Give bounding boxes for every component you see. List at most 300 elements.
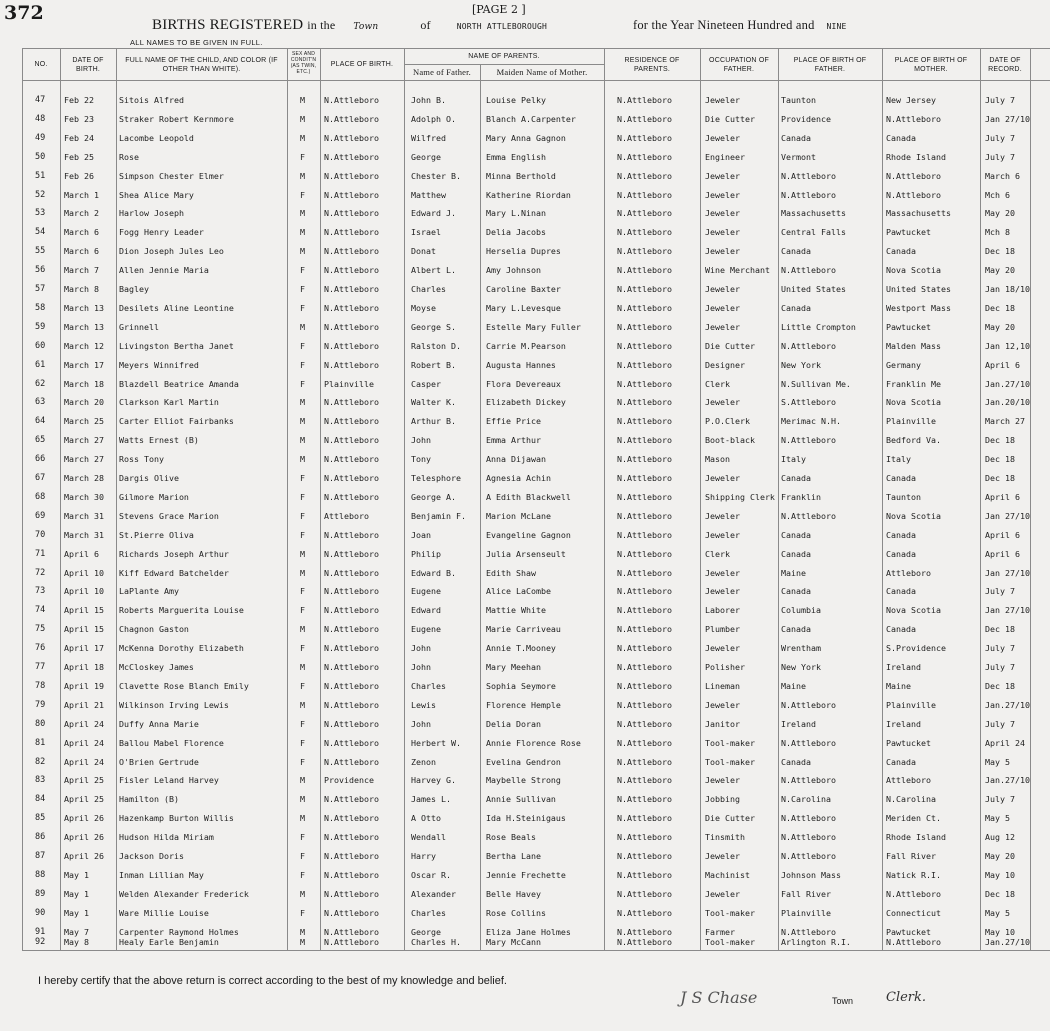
cell-date: April 19 (64, 680, 104, 691)
cell-father: George A. (411, 491, 456, 502)
cell-pob-father: Massachusetts (781, 208, 846, 219)
cell-mother: Agnesia Achin (486, 473, 551, 483)
cell-pob-mother: Plainville (886, 699, 936, 710)
cell-occupation: Jeweler (705, 851, 740, 861)
cell-occupation: Jeweler (705, 510, 740, 521)
cell-occupation: Jeweler (705, 586, 740, 597)
cell-record: Jan 27/10 (985, 605, 1030, 616)
header-date: DATE OF BIRTH. (72, 57, 104, 73)
cell-no: 59 (35, 321, 46, 332)
cell-place: N.Attleboro (324, 302, 379, 313)
cell-no: 48 (35, 113, 46, 124)
cell-occupation: Tool-maker (705, 936, 755, 947)
cell-place: N.Attleboro (324, 454, 379, 465)
cell-place: N.Attleboro (324, 926, 379, 937)
cell-place: N.Attleboro (324, 227, 379, 238)
cell-occupation: Jeweler (705, 529, 740, 540)
cell-sex: F (300, 756, 305, 767)
cell-no: 89 (35, 888, 46, 899)
cell-no: 87 (35, 851, 46, 861)
cell-pob-mother: Italy (886, 454, 911, 465)
cell-residence: N.Attleboro (617, 926, 672, 937)
cell-pob-father: Italy (781, 454, 806, 465)
cell-place: N.Attleboro (324, 473, 379, 483)
cell-date: March 31 (64, 529, 104, 540)
cell-pob-father: N.Attleboro (781, 737, 836, 748)
cell-father: Albert L. (411, 265, 456, 276)
cell-child-name: Allen Jennie Maria (119, 265, 209, 276)
cell-no: 47 (35, 95, 46, 105)
cell-record: April 6 (985, 548, 1020, 559)
cell-father: George S. (411, 321, 456, 332)
cell-no: 56 (35, 265, 46, 276)
cell-child-name: O'Brien Gertrude (119, 756, 199, 767)
cell-sex: F (300, 869, 305, 880)
cell-place: N.Attleboro (324, 95, 379, 105)
cell-mother: Mary Meehan (486, 662, 541, 672)
cell-no: 86 (35, 832, 46, 843)
cell-residence: N.Attleboro (617, 95, 672, 105)
cell-father: Edward B. (411, 567, 456, 578)
cell-record: Jan.20/10 (985, 397, 1030, 408)
table-row (0, 907, 1050, 926)
cell-child-name: Desilets Aline Leontine (119, 302, 234, 313)
cell-child-name: Livingston Bertha Janet (119, 340, 234, 351)
cell-record: Aug 12 (985, 832, 1015, 843)
cell-mother: Evangeline Gagnon (486, 529, 571, 540)
cell-date: March 31 (64, 510, 104, 521)
cell-date: May 1 (64, 888, 89, 899)
cell-pob-mother: Connecticut (886, 907, 941, 918)
cell-pob-mother: Canada (886, 586, 916, 597)
cell-no: 63 (35, 397, 46, 408)
cell-pob-father: N.Attleboro (781, 832, 836, 843)
cell-child-name: Grinnell (119, 321, 159, 332)
cell-no: 61 (35, 359, 46, 370)
cell-place: N.Attleboro (324, 832, 379, 843)
cell-pob-father: N.Attleboro (781, 189, 836, 200)
cell-pob-mother: Franklin Me (886, 378, 941, 389)
cell-child-name: Welden Alexander Frederick (119, 888, 249, 899)
cell-mother: Edith Shaw (486, 567, 536, 578)
cell-father: Eugene (411, 586, 441, 597)
header-sex: SEX AND CONDIT'N (AS TWIN, ETC.) (290, 51, 317, 75)
cell-sex: F (300, 510, 305, 521)
cell-pob-mother: Taunton (886, 491, 921, 502)
cell-no: 71 (35, 548, 46, 559)
cell-date: April 26 (64, 851, 104, 861)
cell-father: Lewis (411, 699, 436, 710)
cell-residence: N.Attleboro (617, 605, 672, 616)
cell-residence: N.Attleboro (617, 491, 672, 502)
cell-child-name: Ballou Mabel Florence (119, 737, 224, 748)
cell-pob-mother: Bedford Va. (886, 435, 941, 446)
cell-pob-mother: Pawtucket (886, 227, 931, 238)
cell-sex: M (300, 170, 305, 181)
cell-pob-father: Merimac N.H. (781, 416, 841, 427)
cell-no: 58 (35, 302, 46, 313)
cell-place: N.Attleboro (324, 643, 379, 654)
cell-record: April 6 (985, 529, 1020, 540)
cell-occupation: Polisher (705, 662, 745, 672)
cell-occupation: Mason (705, 454, 730, 465)
header-no: NO. (34, 61, 48, 68)
cell-occupation: Farmer (705, 926, 735, 937)
table-row (0, 94, 1050, 113)
cell-record: Dec 18 (985, 473, 1015, 483)
cell-child-name: Harlow Joseph (119, 208, 184, 219)
cell-mother: Delia Doran (486, 718, 541, 729)
table-row (0, 434, 1050, 453)
cell-date: May 7 (64, 926, 89, 937)
subtitle: ALL NAMES TO BE GIVEN IN FULL. (130, 38, 263, 47)
cell-pob-mother: United States (886, 284, 951, 294)
cell-date: April 10 (64, 586, 104, 597)
cell-occupation: P.O.Clerk (705, 416, 750, 427)
cell-residence: N.Attleboro (617, 699, 672, 710)
cell-pob-father: N.Attleboro (781, 775, 836, 786)
cell-date: April 15 (64, 624, 104, 635)
cell-sex: M (300, 936, 305, 947)
cell-date: March 20 (64, 397, 104, 408)
cell-mother: Sophia Seymore (486, 680, 556, 691)
cell-mother: A Edith Blackwell (486, 491, 571, 502)
cell-mother: Emma English (486, 151, 546, 162)
cell-mother: Mattie White (486, 605, 546, 616)
table-row (0, 936, 1050, 955)
cell-pob-father: New York (781, 662, 821, 672)
cell-mother: Caroline Baxter (486, 284, 561, 294)
cell-no: 50 (35, 151, 46, 162)
cell-date: April 24 (64, 756, 104, 767)
cell-pob-mother: Pawtucket (886, 926, 931, 937)
cell-date: March 6 (64, 246, 99, 257)
cell-record: March 6 (985, 170, 1020, 181)
cell-child-name: Lacombe Leopold (119, 132, 194, 143)
cell-place: N.Attleboro (324, 888, 379, 899)
cell-place: N.Attleboro (324, 170, 379, 181)
table-row (0, 264, 1050, 283)
cell-no: 92 (35, 936, 46, 947)
cell-pob-mother: Canada (886, 548, 916, 559)
cell-pob-father: N.Attleboro (781, 510, 836, 521)
cell-place: Attleboro (324, 510, 369, 521)
cell-date: Feb 23 (64, 113, 94, 124)
cell-date: March 12 (64, 340, 104, 351)
cell-date: April 24 (64, 737, 104, 748)
cell-place: N.Attleboro (324, 132, 379, 143)
cell-mother: Alice LaCombe (486, 586, 551, 597)
cell-place: N.Attleboro (324, 586, 379, 597)
cell-no: 69 (35, 510, 46, 521)
cell-child-name: Gilmore Marion (119, 491, 189, 502)
cell-father: Philip (411, 548, 441, 559)
cell-sex: F (300, 605, 305, 616)
cell-pob-mother: Nova Scotia (886, 510, 941, 521)
cell-occupation: Die Cutter (705, 113, 755, 124)
cell-no: 77 (35, 662, 46, 672)
cell-sex: M (300, 95, 305, 105)
cell-pob-mother: Canada (886, 624, 916, 635)
cell-no: 90 (35, 907, 46, 918)
cell-pob-mother: Canada (886, 756, 916, 767)
cell-record: July 7 (985, 718, 1015, 729)
cell-date: March 8 (64, 284, 99, 294)
cell-residence: N.Attleboro (617, 624, 672, 635)
cell-mother: Katherine Riordan (486, 189, 571, 200)
cell-sex: F (300, 189, 305, 200)
cell-father: Zenon (411, 756, 436, 767)
cell-father: Harry (411, 851, 436, 861)
cell-pob-mother: Natick R.I. (886, 869, 941, 880)
table-row (0, 869, 1050, 888)
cell-mother: Effie Price (486, 416, 541, 427)
table-row (0, 453, 1050, 472)
cell-occupation: Shipping Clerk (705, 491, 775, 502)
cell-place: N.Attleboro (324, 869, 379, 880)
cell-residence: N.Attleboro (617, 473, 672, 483)
cell-pob-father: Johnson Mass (781, 869, 841, 880)
cell-date: April 26 (64, 832, 104, 843)
cell-pob-father: N.Attleboro (781, 699, 836, 710)
cell-occupation: Jeweler (705, 132, 740, 143)
cell-record: July 7 (985, 794, 1015, 805)
cell-father: Matthew (411, 189, 446, 200)
cell-sex: M (300, 416, 305, 427)
cell-no: 88 (35, 869, 46, 880)
cell-pob-mother: Canada (886, 529, 916, 540)
cell-no: 67 (35, 473, 46, 483)
table-row (0, 510, 1050, 529)
cell-pob-mother: Ireland (886, 662, 921, 672)
cell-residence: N.Attleboro (617, 246, 672, 257)
table-row (0, 340, 1050, 359)
cell-record: Dec 18 (985, 680, 1015, 691)
cell-mother: Rose Beals (486, 832, 536, 843)
cell-pob-father: Plainville (781, 907, 831, 918)
cell-place: Providence (324, 775, 374, 786)
cell-date: March 17 (64, 359, 104, 370)
cell-child-name: Fisler Leland Harvey (119, 775, 219, 786)
cell-pob-father: Providence (781, 113, 831, 124)
cell-occupation: Jeweler (705, 643, 740, 654)
cell-record: Jan.27/10 (985, 378, 1030, 389)
title-d: of (420, 18, 431, 32)
cell-place: N.Attleboro (324, 151, 379, 162)
cell-pob-mother: Nova Scotia (886, 605, 941, 616)
cell-pob-father: Arlington R.I. (781, 936, 851, 947)
cell-date: May 1 (64, 869, 89, 880)
cell-pob-father: N.Carolina (781, 794, 831, 805)
cell-date: April 25 (64, 794, 104, 805)
cell-residence: N.Attleboro (617, 851, 672, 861)
table-row (0, 396, 1050, 415)
cell-residence: N.Attleboro (617, 340, 672, 351)
cell-pob-mother: Attleboro (886, 567, 931, 578)
cell-no: 54 (35, 227, 46, 238)
cell-father: Alexander (411, 888, 456, 899)
cell-child-name: Clavette Rose Blanch Emily (119, 680, 249, 691)
cell-record: Jan.27/10 (985, 936, 1030, 947)
cell-child-name: Jackson Doris (119, 851, 184, 861)
cell-occupation: Machinist (705, 869, 750, 880)
cell-mother: Ida H.Steinigaus (486, 813, 566, 824)
cell-record: Jan.27/10 (985, 775, 1030, 786)
title-c: Town (353, 22, 379, 32)
cell-residence: N.Attleboro (617, 454, 672, 465)
cell-pob-father: Taunton (781, 95, 816, 105)
cell-occupation: Engineer (705, 151, 745, 162)
cell-sex: F (300, 718, 305, 729)
cell-place: N.Attleboro (324, 416, 379, 427)
cell-father: Edward (411, 605, 441, 616)
cell-place: N.Attleboro (324, 529, 379, 540)
cell-sex: M (300, 662, 305, 672)
signature-town-label: Town (832, 996, 854, 1006)
cell-sex: M (300, 208, 305, 219)
cell-father: Moyse (411, 302, 436, 313)
clerk-signature: J S Chase (680, 988, 758, 1007)
cell-no: 81 (35, 737, 46, 748)
cell-father: Telesphore (411, 473, 461, 483)
table-row (0, 585, 1050, 604)
cell-residence: N.Attleboro (617, 510, 672, 521)
cell-record: Mch 8 (985, 227, 1010, 238)
cell-sex: M (300, 321, 305, 332)
cell-father: Wendall (411, 832, 446, 843)
cell-residence: N.Attleboro (617, 548, 672, 559)
cell-mother: Mary L.Ninan (486, 208, 546, 219)
cell-child-name: Carpenter Raymond Holmes (119, 926, 239, 937)
cell-residence: N.Attleboro (617, 151, 672, 162)
cell-occupation: Tool-maker (705, 907, 755, 918)
cell-date: April 21 (64, 699, 104, 710)
cell-place: N.Attleboro (324, 680, 379, 691)
cell-residence: N.Attleboro (617, 189, 672, 200)
cell-child-name: Clarkson Karl Martin (119, 397, 219, 408)
cell-record: July 7 (985, 132, 1015, 143)
cell-pob-mother: N.Carolina (886, 794, 936, 805)
cell-pob-father: Maine (781, 567, 806, 578)
title-a: BIRTHS REGISTERED (152, 17, 304, 33)
cell-sex: F (300, 359, 305, 370)
cell-record: Dec 18 (985, 246, 1015, 257)
cell-mother: Florence Hemple (486, 699, 561, 710)
cell-child-name: Fogg Henry Leader (119, 227, 204, 238)
cell-child-name: Hamilton (B) (119, 794, 179, 805)
cell-child-name: Inman Lillian May (119, 869, 204, 880)
cell-sex: F (300, 851, 305, 861)
cell-residence: N.Attleboro (617, 208, 672, 219)
header-record: DATE OF RECORD. (988, 57, 1022, 73)
cell-record: April 6 (985, 491, 1020, 502)
cell-no: 49 (35, 132, 46, 143)
cell-pob-mother: Germany (886, 359, 921, 370)
cell-sex: M (300, 548, 305, 559)
cell-father: Harvey G. (411, 775, 456, 786)
table-row (0, 302, 1050, 321)
cell-pob-father: Little Crompton (781, 321, 856, 332)
cell-place: N.Attleboro (324, 340, 379, 351)
cell-record: May 20 (985, 851, 1015, 861)
cell-sex: M (300, 397, 305, 408)
cell-child-name: McKenna Dorothy Elizabeth (119, 643, 244, 654)
cell-sex: F (300, 284, 305, 294)
cell-no: 64 (35, 416, 46, 427)
cell-place: N.Attleboro (324, 284, 379, 294)
cell-sex: F (300, 302, 305, 313)
cell-sex: F (300, 737, 305, 748)
cell-child-name: McCloskey James (119, 662, 194, 672)
cell-date: April 18 (64, 662, 104, 672)
page-number: 372 (4, 2, 44, 24)
cell-no: 91 (35, 926, 46, 937)
cell-pob-father: United States (781, 284, 846, 294)
cell-pob-mother: Attleboro (886, 775, 931, 786)
cell-pob-mother: New Jersey (886, 95, 936, 105)
cell-date: April 10 (64, 567, 104, 578)
cell-mother: Bertha Lane (486, 851, 541, 861)
table-row (0, 850, 1050, 869)
cell-child-name: Roberts Marguerita Louise (119, 605, 244, 616)
cell-date: Feb 25 (64, 151, 94, 162)
title-b: in the (307, 18, 336, 32)
cell-pob-father: Maine (781, 680, 806, 691)
cell-pob-father: Fall River (781, 888, 831, 899)
cell-record: April 24 (985, 737, 1025, 748)
cell-child-name: Healy Earle Benjamin (119, 936, 219, 947)
cell-pob-mother: Rhode Island (886, 151, 946, 162)
cell-record: Dec 18 (985, 888, 1015, 899)
cell-father: Oscar R. (411, 869, 451, 880)
page-tag: [PAGE 2 ] (472, 3, 526, 16)
cell-pob-father: Vermont (781, 151, 816, 162)
table-row (0, 718, 1050, 737)
cell-sex: M (300, 813, 305, 824)
cell-sex: M (300, 132, 305, 143)
cell-occupation: Tool-maker (705, 737, 755, 748)
cell-father: George (411, 151, 441, 162)
cell-residence: N.Attleboro (617, 813, 672, 824)
table-row (0, 321, 1050, 340)
cell-residence: N.Attleboro (617, 775, 672, 786)
cell-sex: M (300, 775, 305, 786)
cell-record: Dec 18 (985, 454, 1015, 465)
cell-place: N.Attleboro (324, 699, 379, 710)
cell-residence: N.Attleboro (617, 132, 672, 143)
cell-child-name: Wilkinson Irving Lewis (119, 699, 229, 710)
cell-no: 60 (35, 340, 46, 351)
cell-pob-father: Wrentham (781, 643, 821, 654)
cell-place: N.Attleboro (324, 624, 379, 635)
cell-child-name: Bagley (119, 284, 149, 294)
cell-mother: Evelina Gendron (486, 756, 561, 767)
cell-no: 57 (35, 284, 46, 294)
table-row (0, 888, 1050, 907)
cell-place: N.Attleboro (324, 397, 379, 408)
cell-father: Israel (411, 227, 441, 238)
cell-father: Ralston D. (411, 340, 461, 351)
cell-record: April 6 (985, 359, 1020, 370)
cell-father: Eugene (411, 624, 441, 635)
cell-occupation: Jeweler (705, 284, 740, 294)
cell-place: N.Attleboro (324, 907, 379, 918)
page-title (152, 17, 847, 34)
table-row (0, 132, 1050, 151)
cell-pob-father: Canada (781, 756, 811, 767)
table-row (0, 359, 1050, 378)
cell-pob-father: Ireland (781, 718, 816, 729)
